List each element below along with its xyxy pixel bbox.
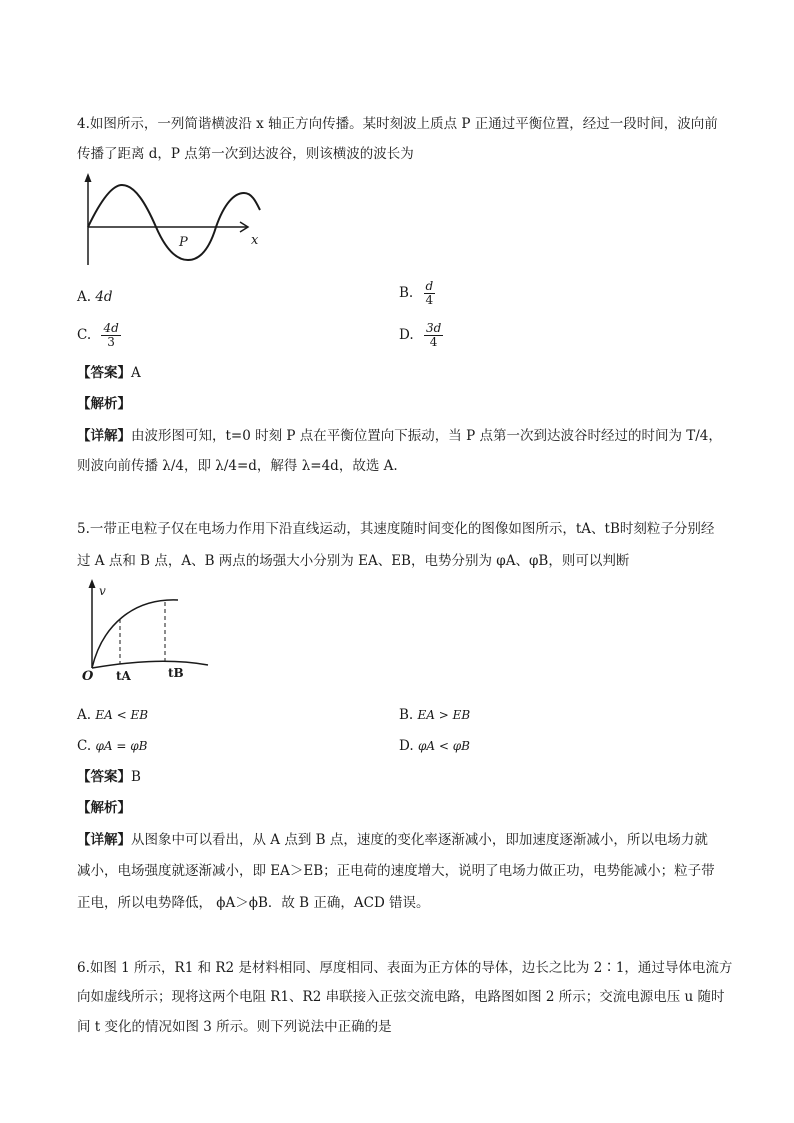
- fraction: [101, 322, 120, 349]
- option-text: EA > EB: [417, 708, 471, 722]
- q5-detail-line3: 正电，所以电势降低， ϕA＞ϕB．故 B 正确，ACD 错误。: [77, 895, 430, 911]
- q4-option-b[interactable]: [399, 280, 435, 307]
- detail-tag: 【详解】: [77, 832, 131, 848]
- q4-detail-line1: [77, 426, 722, 446]
- option-letter: D.: [399, 738, 414, 754]
- q5-stem-line2: 过 A 点和 B 点，A、B 两点的场强大小分别为 EA、EB，电势分别为 φA、φB，则可以判断: [77, 553, 630, 569]
- q5-option-d[interactable]: [399, 736, 470, 756]
- q5-analysis: [77, 798, 131, 818]
- fraction: [424, 280, 436, 307]
- numerator: d: [425, 279, 434, 293]
- detail-tag: 【详解】: [77, 428, 131, 444]
- q5-stem-line1: 5.一带正电粒子仅在电场力作用下沿直线运动，其速度随时间变化的图像如图所示，tA、tB时刻粒子分别经: [77, 521, 715, 537]
- detail-text: 由波形图可知，t=0 时刻 P 点在平衡位置向下振动，当 P 点第一次到达波谷时经过的时间为 T/4，: [131, 428, 722, 444]
- x-axis-label: x: [251, 233, 259, 248]
- tb-label: tB: [168, 666, 184, 680]
- numerator: 4d: [103, 321, 119, 335]
- analysis-tag: 【解析】: [77, 800, 131, 816]
- option-text: EA < EB: [95, 708, 149, 722]
- q4-detail-line2: 则波向前传播 λ/4，即 λ/4=d，解得 λ=4d，故选 A.: [77, 458, 398, 474]
- origin-label: O: [82, 669, 94, 684]
- q5-option-b[interactable]: [399, 705, 470, 725]
- option-text: φA = φB: [95, 739, 148, 753]
- q5-vt-graph: [78, 578, 214, 684]
- q5-detail-line2: 减小，电场强度就逐渐减小，即 EA＞EB；正电荷的速度增大，说明了电场力做正功，电势能减小；粒子带: [77, 863, 715, 879]
- q5-option-c[interactable]: [77, 736, 147, 756]
- option-letter: C.: [77, 327, 92, 343]
- option-letter: B.: [399, 285, 414, 301]
- answer-tag: 【答案】: [77, 365, 131, 381]
- option-letter: B.: [399, 707, 414, 723]
- q6-stem-line3: 间 t 变化的情况如图 3 所示。则下列说法中正确的是: [77, 1019, 392, 1035]
- v-axis-arrow: [89, 579, 96, 588]
- q4-option-c[interactable]: [77, 322, 121, 349]
- t-axis-curve: [92, 661, 208, 668]
- option-text: φA < φB: [417, 739, 470, 753]
- option-text: 4d: [95, 289, 113, 305]
- denominator: 4: [429, 335, 438, 349]
- option-letter: D.: [399, 327, 414, 343]
- denominator: 4: [425, 293, 434, 307]
- fraction: [424, 322, 443, 349]
- q4-analysis: [77, 394, 131, 414]
- wave-curve: [88, 185, 260, 260]
- q4-wave-figure: [78, 170, 268, 270]
- point-p-label: P: [179, 235, 188, 250]
- q4-stem-line1: 4.如图所示，一列简谐横波沿 x 轴正方向传播。某时刻波上质点 P 正通过平衡位置，经过一段时间，波向前: [77, 116, 718, 132]
- q4-option-a[interactable]: [77, 287, 113, 307]
- q4-answer: [77, 363, 141, 383]
- ta-label: tA: [116, 669, 131, 683]
- option-letter: A.: [77, 289, 92, 305]
- q6-stem-line2: 向如虚线所示；现将这两个电阻 R1、R2 串联接入正弦交流电路，电路图如图 2 所示；交流电源电压 u 随时: [77, 989, 725, 1005]
- q5-answer: [77, 767, 141, 787]
- q5-option-a[interactable]: [77, 705, 148, 725]
- answer-value: B: [131, 769, 141, 785]
- y-axis-arrow: [85, 173, 92, 182]
- numerator: 3d: [425, 321, 442, 335]
- detail-text: 从图象中可以看出，从 A 点到 B 点，速度的变化率逐渐减小，即加速度逐渐减小，所以电场力就: [131, 832, 708, 848]
- v-axis-label: v: [99, 584, 106, 598]
- option-letter: A.: [77, 707, 92, 723]
- q4-option-d[interactable]: [399, 322, 443, 349]
- analysis-tag: 【解析】: [77, 396, 131, 412]
- q5-detail-line1: [77, 830, 708, 850]
- option-letter: C.: [77, 738, 92, 754]
- denominator: 3: [107, 335, 115, 349]
- answer-value: A: [131, 365, 141, 381]
- q6-stem-line1: 6.如图 1 所示，R1 和 R2 是材料相同、厚度相同、表面为正方体的导体，边长之比为 2∶1，通过导体电流方: [77, 960, 733, 976]
- answer-tag: 【答案】: [77, 769, 131, 785]
- q4-stem-line2: 传播了距离 d，P 点第一次到达波谷，则该横波的波长为: [77, 146, 414, 162]
